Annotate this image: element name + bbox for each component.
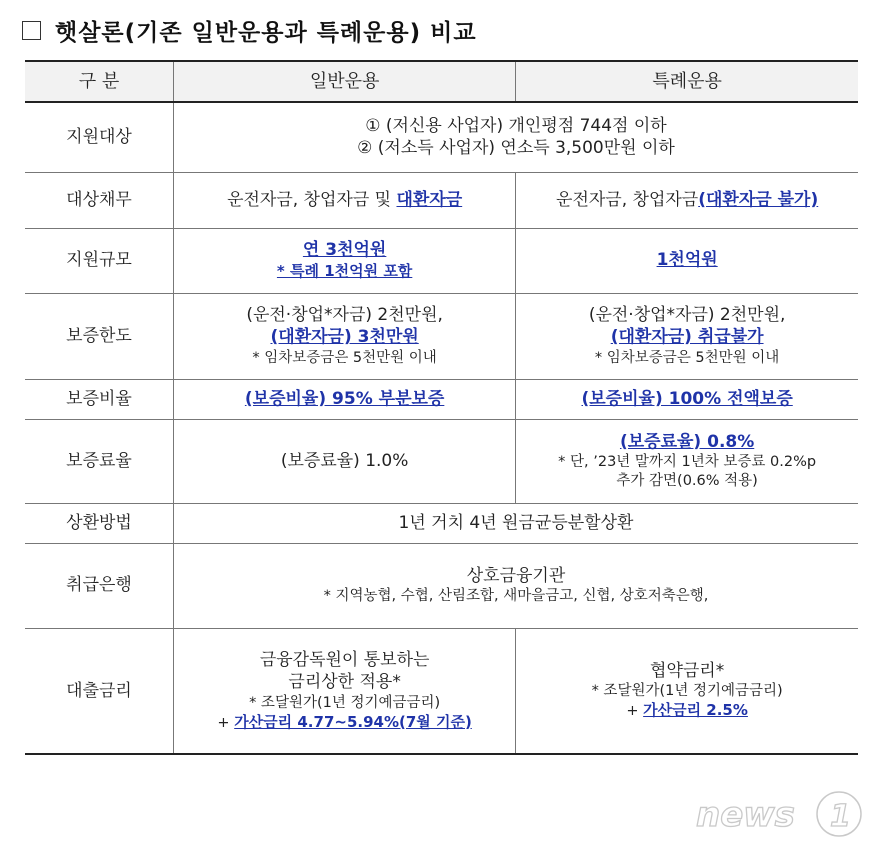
- fee-special: [516, 419, 858, 503]
- target-debt-general-highlight: 대환자금: [396, 189, 463, 210]
- header-general: 일반운용: [174, 61, 516, 102]
- ratio-general-text: (보증비율) 95% 부분보증: [244, 388, 445, 409]
- table-row: [25, 503, 858, 543]
- limit-special: [516, 293, 858, 379]
- news1-wordmark: news: [696, 795, 795, 835]
- table-row: [25, 379, 858, 419]
- interest-general: [174, 628, 516, 754]
- interest-special-spread-line: [522, 701, 852, 721]
- row-label: 취급은행: [25, 543, 174, 628]
- scale-general: [174, 228, 516, 293]
- fee-special-rate: (보증료율) 0.8%: [619, 431, 755, 452]
- row-label: 지원규모: [25, 228, 174, 293]
- title-text: 햇살론(기존 일반운용과 특례운용) 비교: [55, 19, 477, 46]
- scale-general-note: * 특례 1천억원 포함: [276, 261, 413, 280]
- row-label: 대상채무: [25, 172, 174, 228]
- interest-special-line1: 협약금리*: [650, 660, 725, 681]
- fee-special-note1: * 단, ’23년 말까지 1년차 보증료 0.2%p: [558, 454, 817, 471]
- table-row: [25, 102, 858, 172]
- comparison-table: [25, 60, 858, 755]
- target-debt-general: [174, 172, 516, 228]
- table-row: [25, 419, 858, 503]
- eligibility-line1: ① (저신용 사업자) 개인평점 744점 이하: [365, 115, 667, 136]
- interest-special-plus: +: [626, 703, 644, 720]
- document-title: [22, 14, 477, 46]
- fee-general: [174, 419, 516, 503]
- interest-special-spread: 가산금리 2.5%: [643, 701, 748, 720]
- row-label: 상환방법: [25, 503, 174, 543]
- eligibility-cell: [174, 102, 859, 172]
- scale-special: [516, 228, 858, 293]
- interest-special-note: * 조달원가(1년 정기예금금리): [591, 683, 783, 700]
- interest-special: [516, 628, 858, 754]
- limit-special-note: * 임차보증금은 5천만원 이내: [594, 349, 780, 366]
- row-label: 보증한도: [25, 293, 174, 379]
- eligibility-line2: ② (저소득 사업자) 연소득 3,500만원 이하: [357, 138, 675, 159]
- banks-line2: * 지역농협, 수협, 산림조합, 새마을금고, 신협, 상호저축은행,: [323, 588, 709, 605]
- row-label: 대출금리: [25, 628, 174, 754]
- interest-general-spread: 가산금리 4.77~5.94%(7월 기준): [234, 712, 472, 731]
- fee-special-note2: 추가 감면(0.6% 적용): [616, 473, 758, 490]
- limit-general: [174, 293, 516, 379]
- interest-general-line1: 금융감독원이 통보하는: [259, 649, 430, 670]
- limit-general-line2: (대환자금) 3천만원: [270, 327, 419, 348]
- limit-special-line2: (대환자금) 취급불가: [610, 327, 764, 348]
- row-label: 보증료율: [25, 419, 174, 503]
- scale-general-amount: 연 3천억원: [302, 240, 387, 261]
- scale-special-amount: 1천억원: [656, 250, 718, 271]
- target-debt-special: [516, 172, 858, 228]
- ratio-special: [516, 379, 858, 419]
- limit-general-line1: (운전·창업*자금) 2천만원,: [246, 305, 443, 325]
- target-debt-general-text: 운전자금, 창업자금 및: [227, 189, 397, 210]
- banks-line1: 상호금융기관: [466, 565, 566, 586]
- table-row: [25, 293, 858, 379]
- header-special: 특례운용: [516, 61, 858, 102]
- header-category: 구 분: [25, 61, 174, 102]
- row-label: 지원대상: [25, 102, 174, 172]
- interest-general-note: * 조달원가(1년 정기예금금리): [249, 694, 441, 711]
- news1-badge-number: 1: [830, 799, 851, 834]
- table-row: [25, 172, 858, 228]
- table-header-row: [25, 61, 858, 102]
- banks-cell: [174, 543, 859, 628]
- table-row: [25, 628, 858, 754]
- limit-special-line1: (운전·창업*자금) 2천만원,: [588, 305, 786, 325]
- table-row: [25, 543, 858, 628]
- limit-general-note: * 임차보증금은 5천만원 이내: [252, 349, 437, 366]
- news1-logo: [692, 784, 872, 840]
- repayment-text: 1년 거치 4년 원금균등분할상환: [174, 503, 859, 543]
- ratio-special-text: (보증비율) 100% 전액보증: [581, 388, 793, 409]
- interest-general-line2: 금리상한 적용*: [288, 672, 401, 693]
- target-debt-special-text: 운전자금, 창업자금: [556, 189, 699, 210]
- checkbox-square-icon: [22, 21, 41, 40]
- interest-general-spread-line: [180, 713, 509, 733]
- interest-general-plus: +: [217, 714, 235, 731]
- fee-general-text: (보증료율) 1.0%: [280, 450, 409, 471]
- target-debt-special-highlight: (대환자금 불가): [698, 189, 819, 210]
- ratio-general: [174, 379, 516, 419]
- table-row: [25, 228, 858, 293]
- row-label: 보증비율: [25, 379, 174, 419]
